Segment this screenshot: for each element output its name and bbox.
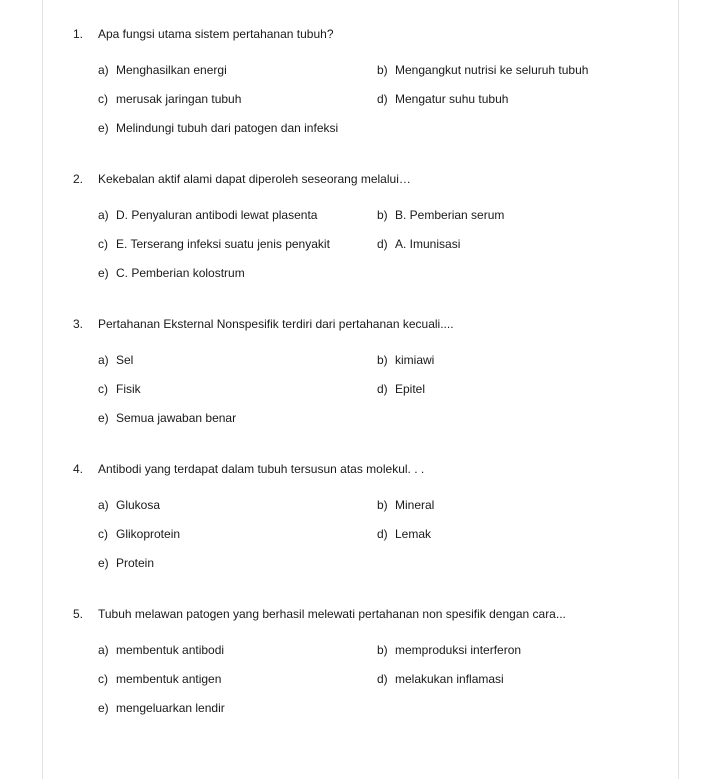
option-letter: b): [377, 63, 388, 77]
option-letter: c): [98, 92, 108, 106]
option-d[interactable]: [377, 671, 504, 687]
option-text: melakukan inflamasi: [395, 672, 504, 686]
question-text: Pertahanan Eksternal Nonspesifik terdiri dari pertahanan kecuali....: [98, 317, 454, 331]
option-letter: d): [377, 672, 388, 686]
option-text: Mengatur suhu tubuh: [395, 92, 509, 106]
option-text: Epitel: [395, 382, 426, 396]
option-text: Fisik: [116, 382, 141, 396]
option-text: Mineral: [395, 498, 435, 512]
option-letter: d): [377, 382, 388, 396]
option-letter: e): [98, 411, 109, 425]
option-letter: b): [377, 208, 388, 222]
option-c[interactable]: [98, 381, 141, 397]
question-text: Antibodi yang terdapat dalam tubuh tersusun atas molekul. . .: [98, 462, 425, 476]
option-text: Sel: [116, 353, 134, 367]
option-text: Glukosa: [116, 498, 161, 512]
option-text: Menghasilkan energi: [116, 63, 227, 77]
question-number: 2.: [73, 172, 84, 186]
option-d[interactable]: [377, 526, 431, 542]
option-letter: c): [98, 672, 108, 686]
option-c[interactable]: [98, 236, 330, 252]
option-letter: a): [98, 353, 109, 367]
question-number: 4.: [73, 462, 84, 476]
option-a[interactable]: [98, 352, 133, 368]
question-text: Tubuh melawan patogen yang berhasil melewati pertahanan non spesifik dengan cara...: [98, 607, 566, 621]
option-b[interactable]: [377, 207, 504, 223]
question-text: Kekebalan aktif alami dapat diperoleh seseorang melalui…: [98, 172, 411, 186]
option-text: Melindungi tubuh dari patogen dan infeksi: [116, 121, 339, 135]
option-b[interactable]: [377, 62, 588, 78]
option-text: A. Imunisasi: [395, 237, 461, 251]
option-b[interactable]: [377, 352, 434, 368]
option-letter: b): [377, 353, 388, 367]
option-d[interactable]: [377, 236, 460, 252]
option-c[interactable]: [98, 91, 241, 107]
option-d[interactable]: [377, 381, 425, 397]
question-number: 5.: [73, 607, 84, 621]
option-a[interactable]: [98, 62, 227, 78]
option-letter: c): [98, 527, 108, 541]
option-letter: a): [98, 643, 109, 657]
option-letter: e): [98, 556, 109, 570]
option-letter: e): [98, 266, 109, 280]
option-text: B. Pemberian serum: [395, 208, 505, 222]
option-c[interactable]: [98, 526, 180, 542]
question-number: 1.: [73, 27, 84, 41]
option-text: Glikoprotein: [116, 527, 181, 541]
option-e[interactable]: [98, 265, 245, 281]
option-e[interactable]: [98, 555, 154, 571]
option-text: Mengangkut nutrisi ke seluruh tubuh: [395, 63, 589, 77]
option-letter: e): [98, 121, 109, 135]
option-letter: d): [377, 237, 388, 251]
option-letter: b): [377, 643, 388, 657]
option-text: Protein: [116, 556, 155, 570]
option-text: E. Terserang infeksi suatu jenis penyakit: [116, 237, 330, 251]
option-a[interactable]: [98, 497, 160, 513]
option-letter: d): [377, 92, 388, 106]
option-letter: d): [377, 527, 388, 541]
option-letter: c): [98, 237, 108, 251]
option-text: C. Pemberian kolostrum: [116, 266, 245, 280]
option-text: kimiawi: [395, 353, 435, 367]
option-c[interactable]: [98, 671, 221, 687]
option-text: memproduksi interferon: [395, 643, 522, 657]
option-text: membentuk antibodi: [116, 643, 225, 657]
option-letter: e): [98, 701, 109, 715]
question-text: Apa fungsi utama sistem pertahanan tubuh?: [98, 27, 334, 41]
option-a[interactable]: [98, 642, 224, 658]
option-e[interactable]: [98, 410, 236, 426]
option-letter: a): [98, 208, 109, 222]
option-text: membentuk antigen: [116, 672, 222, 686]
option-e[interactable]: [98, 700, 225, 716]
option-text: D. Penyaluran antibodi lewat plasenta: [116, 208, 318, 222]
option-letter: a): [98, 63, 109, 77]
option-b[interactable]: [377, 642, 521, 658]
option-text: Semua jawaban benar: [116, 411, 237, 425]
option-text: mengeluarkan lendir: [116, 701, 225, 715]
option-d[interactable]: [377, 91, 508, 107]
option-a[interactable]: [98, 207, 317, 223]
option-e[interactable]: [98, 120, 338, 136]
option-letter: c): [98, 382, 108, 396]
option-b[interactable]: [377, 497, 434, 513]
option-text: merusak jaringan tubuh: [116, 92, 242, 106]
option-letter: a): [98, 498, 109, 512]
option-letter: b): [377, 498, 388, 512]
question-number: 3.: [73, 317, 84, 331]
option-text: Lemak: [395, 527, 432, 541]
document-page: [42, 0, 679, 779]
